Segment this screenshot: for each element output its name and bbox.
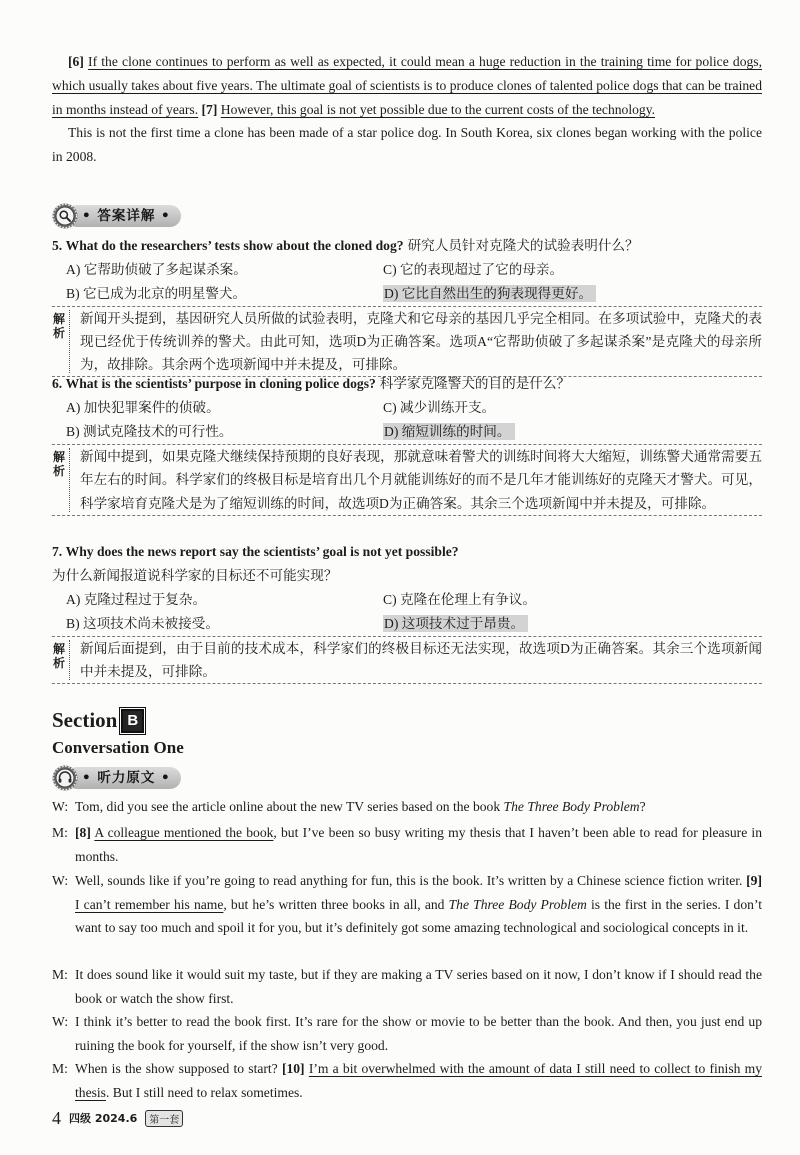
passage [52,50,762,169]
headphones-badge-icon [52,765,78,791]
speaker-label: W: [52,799,69,814]
option-text: A) 加快犯罪案件的侦破。 [66,400,220,415]
option-c [383,396,762,420]
analysis-text: 新闻后面提到，由于目前的技术成本，科学家们的终极目标还无法实现，故选项D为正确答案。其余三个选项新闻中并未提及，可排除。 [80,641,762,679]
options-grid [52,588,762,636]
option-text: C) 克隆在伦理上有争议。 [383,592,536,607]
analysis-text: 新闻中提到，如果克隆犬继续保持预期的良好表现，那就意味着警犬的训练时间将大大缩短，训练警犬通常需要五年左右的时间。科学家们的终极目标是培育出几个月就能训练好的而不是几年才能训练好的克隆天才警犬。可见，科学家培育克隆犬是为了缩短训练的时间，故选项D为正确答案。其余三个选项新闻中并未提及，可排除。 [80,449,762,511]
utterance-text [75,799,646,814]
underlined-key-text: A colleague mentioned the book [94,825,274,840]
question-number: 7. [52,544,63,559]
book-title: The Three Body Problem [503,799,640,814]
magnifier-badge-icon [52,203,78,229]
text-segment: Well, sounds like if you’re going to read anything for fun, this is the book. It’s written by a Chinese science fiction writer. [75,873,747,888]
answer-marker: [6] [68,54,84,69]
question-chinese: 科学家克隆警犬的目的是什么？ [379,376,571,391]
dialogue-line [52,795,762,819]
question-stem [52,372,762,396]
underlined-key-text: I’m a bit overwhelmed with the amount of data I still need to collect to finish my thesis [75,1061,763,1100]
speaker-label: W: [52,873,69,888]
text-segment: It does sound like it would suit my taste, but if they are making a TV series based on it now, I don’t know if I should read the book or watch the show first. [75,967,762,1006]
answer-marker: [10] [281,1061,305,1076]
question-english: Why does the news report say the scientists’ goal is not yet possible? [65,544,459,559]
speaker-label: W: [52,1014,69,1029]
option-d [383,612,762,636]
option-text: D) 这项技术过于昂贵。 [383,615,528,632]
option-c [383,258,762,282]
transcript-title: • 听力原文 • [66,767,181,789]
dialogue-line [52,869,762,940]
page-footer [52,1108,183,1128]
speaker-label: M: [52,825,68,840]
option-b [66,612,383,636]
utterance-text [75,873,762,935]
option-b [66,420,383,444]
analysis [52,636,762,684]
answer-marker: [9] [746,873,762,888]
option-a [66,396,383,420]
text-segment: Tom, did you see the article online about the new TV series based on the book [75,799,504,814]
analysis-label: 解析 [53,642,66,670]
conversation-title: Conversation One [52,738,184,757]
passage-paragraph-2: This is not the first time a clone has been made of a star police dog. In South Korea, six clones began working with the police in 2008. [52,125,762,165]
answer-explanation-title: • 答案详解 • [66,205,181,227]
set-badge: 第一套 [145,1110,183,1127]
question-stem [52,540,762,588]
section-label: Section [52,708,118,732]
option-a [66,258,383,282]
exam-label: 四级 2024.6 [69,1112,138,1125]
text-segment: When is the show supposed to start? [75,1061,282,1076]
question-stem [52,234,762,258]
analysis-text: 新闻开头提到，基因研究人员所做的试验表明，克隆犬和它母亲的基因几乎完全相同。在多项试验中，克隆犬的表现已经优于传统训养的警犬。由此可知，选项D为正确答案。选项A“它帮助侦破了多起谋杀案”是克隆犬的母亲所为，故排除。其余两个选项新闻中并未提及，可排除。 [80,311,762,372]
dialogue-line [52,821,762,868]
analysis [52,306,762,377]
underlined-key-text: If the clone continues to perform as well as expected, it could mean a huge reduction in the training time for police dogs, which usually takes about five years. The ultimate goal of scientists is to produce clones of talented police dogs that can be trained in months instead of years. [52,54,762,117]
answer-marker: [8] [75,825,91,840]
utterance-text [75,825,762,864]
question-chinese: 为什么新闻报道说科学家的目标还不可能实现？ [52,568,338,583]
options-grid [52,258,762,306]
utterance-text [75,967,762,1006]
option-a [66,588,383,612]
option-d [383,420,762,444]
analysis-label: 解析 [53,312,66,340]
answer-explanation-heading [52,203,762,229]
text-segment: ? [639,799,646,814]
utterance-text [75,1061,762,1100]
option-text: A) 克隆过程过于复杂。 [66,592,207,607]
option-text: D) 它比自然出生的狗表现得更好。 [383,285,596,302]
option-text: C) 它的表现超过了它的母亲。 [383,262,564,277]
question-number: 6. [52,376,63,391]
option-text: D) 缩短训练的时间。 [383,423,515,440]
option-text: C) 减少训练开支。 [383,400,496,415]
section-heading [52,706,762,734]
answer-marker: [7] [201,101,218,117]
underlined-key-text: I can’t remember his name [75,896,224,912]
text-segment: is the first in the series. I don’t want to say too much and spoil it for you, but it’s definitely got some amazing technological and sociological concepts in it. [75,896,763,936]
option-text: B) 它已成为北京的明星警犬。 [66,286,247,301]
analysis-label: 解析 [53,450,66,478]
question-5 [52,234,762,377]
option-b [66,282,383,306]
speaker-label: M: [52,1061,68,1076]
section-letter-box: B [121,709,144,733]
dialogue-line [52,1010,762,1057]
underlined-key-text: However, this goal is not yet possible due to the current costs of the technology. [220,101,656,117]
transcript-heading [52,765,762,791]
options-grid [52,396,762,444]
option-text: B) 这项技术尚未被接受。 [66,616,219,631]
dialogue-line [52,1057,762,1104]
page-number: 4 [52,1107,61,1128]
option-d [383,282,762,306]
option-c [383,588,762,612]
book-title: The Three Body Problem [448,896,587,912]
question-chinese: 研究人员针对克隆犬的试验表明什么？ [407,238,639,253]
analysis [52,444,762,516]
passage-paragraph-1 [52,50,762,121]
text-segment: , but he’s written three books in all, and [223,896,449,912]
dialogue-line [52,963,762,1010]
utterance-text [75,1014,762,1053]
question-english: What do the researchers’ tests show about the cloned dog? [65,238,404,253]
speaker-label: M: [52,967,68,982]
text-segment: I think it’s better to read the book first. It’s rare for the show or movie to be better than the book. And then, you just end up ruining the book for yourself, if the show isn’t very good. [75,1014,762,1053]
question-7 [52,540,762,684]
option-text: B) 测试克隆技术的可行性。 [66,424,233,439]
question-number: 5. [52,238,63,253]
option-text: A) 它帮助侦破了多起谋杀案。 [66,262,247,277]
text-segment: , but I’ve been so busy writing my thesis that I haven’t been able to read for pleasure in months. [75,825,763,864]
question-english: What is the scientists’ purpose in cloning police dogs? [65,376,376,391]
question-6 [52,372,762,516]
text-segment: . But I still need to relax sometimes. [105,1084,303,1100]
